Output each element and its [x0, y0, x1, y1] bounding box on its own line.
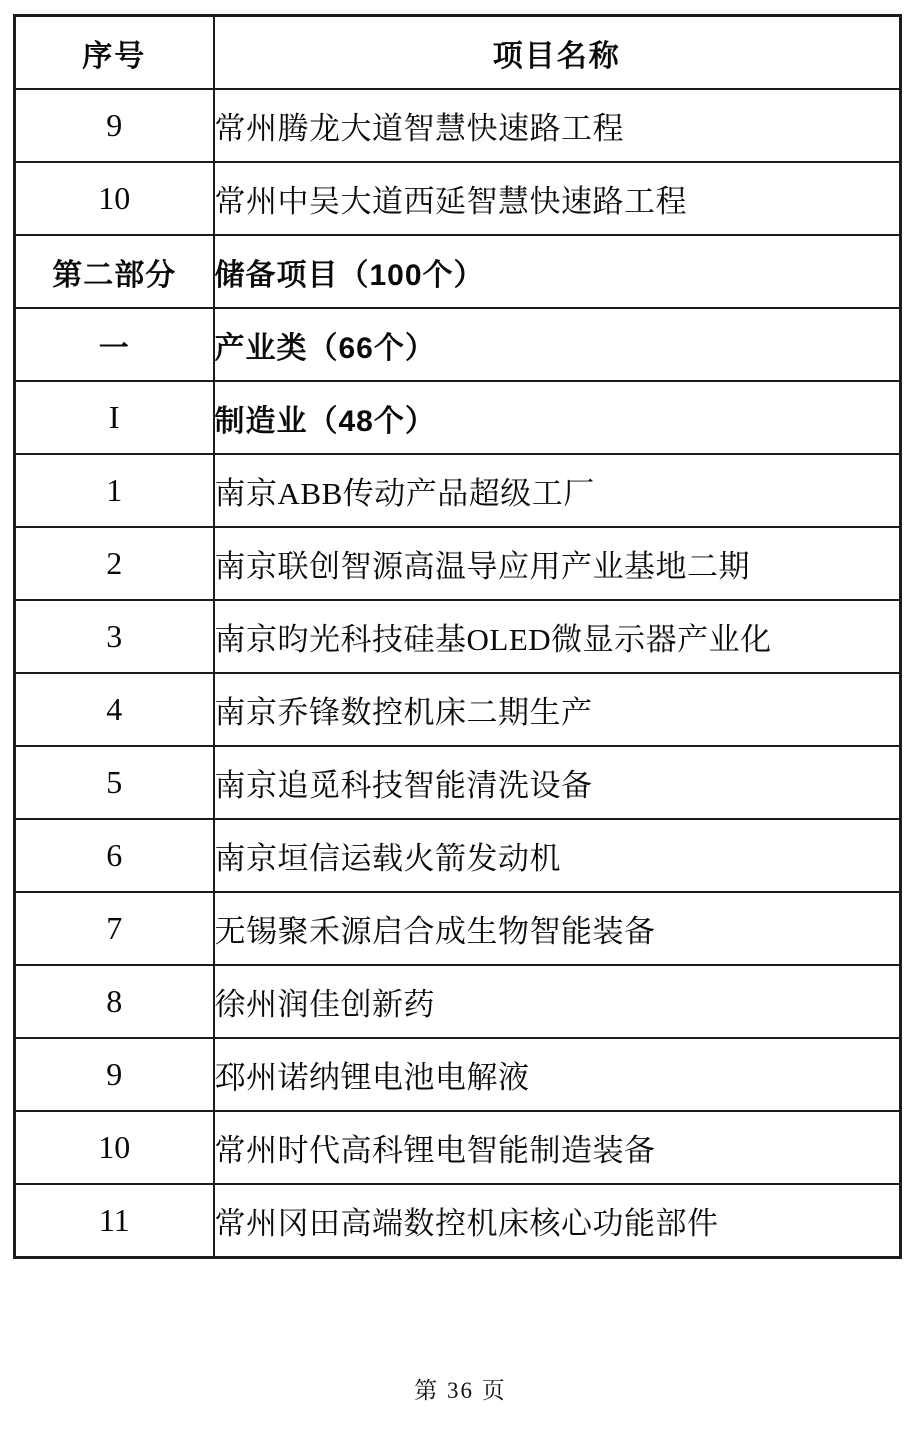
project-name-cell: 常州中吴大道西延智慧快速路工程 — [214, 162, 901, 235]
table-row — [15, 1111, 901, 1184]
serial-number-cell: 8 — [15, 965, 214, 1038]
project-name-cell: 常州冈田高端数控机床核心功能部件 — [214, 1184, 901, 1258]
project-name-cell: 南京追觅科技智能清洗设备 — [214, 746, 901, 819]
project-name-cell: 无锡聚禾源启合成生物智能装备 — [214, 892, 901, 965]
project-name-cell: 常州时代高科锂电智能制造装备 — [214, 1111, 901, 1184]
project-name-cell: 制造业（48个） — [214, 381, 901, 454]
serial-number-cell: 10 — [15, 162, 214, 235]
page-number: 第 36 页 — [414, 1378, 507, 1403]
table-header-row — [15, 16, 901, 90]
serial-number-cell: 4 — [15, 673, 214, 746]
table-row — [15, 746, 901, 819]
serial-number-cell: 7 — [15, 892, 214, 965]
project-name-cell: 徐州润佳创新药 — [214, 965, 901, 1038]
table-row — [15, 381, 901, 454]
table-row — [15, 673, 901, 746]
project-name-cell: 产业类（66个） — [214, 308, 901, 381]
table-row — [15, 1184, 901, 1258]
column-header-serial-number: 序号 — [15, 16, 214, 90]
serial-number-cell: 11 — [15, 1184, 214, 1258]
project-name-cell: 常州腾龙大道智慧快速路工程 — [214, 89, 901, 162]
project-name-cell: 南京乔锋数控机床二期生产 — [214, 673, 901, 746]
serial-number-cell: 10 — [15, 1111, 214, 1184]
serial-number-cell: 第二部分 — [15, 235, 214, 308]
serial-number-cell: 2 — [15, 527, 214, 600]
table-row — [15, 600, 901, 673]
column-header-project-name: 项目名称 — [214, 16, 901, 90]
table-row — [15, 965, 901, 1038]
table-row — [15, 1038, 901, 1111]
serial-number-cell: 1 — [15, 454, 214, 527]
project-name-cell: 南京联创智源高温导应用产业基地二期 — [214, 527, 901, 600]
serial-number-cell: 3 — [15, 600, 214, 673]
table-row — [15, 235, 901, 308]
serial-number-cell: 一 — [15, 308, 214, 381]
table-row — [15, 308, 901, 381]
table-row — [15, 527, 901, 600]
serial-number-cell: 6 — [15, 819, 214, 892]
table-row — [15, 819, 901, 892]
project-name-cell: 南京昀光科技硅基OLED微显示器产业化 — [214, 600, 901, 673]
table-row — [15, 454, 901, 527]
serial-number-cell: I — [15, 381, 214, 454]
serial-number-cell: 5 — [15, 746, 214, 819]
project-name-cell: 南京垣信运载火箭发动机 — [214, 819, 901, 892]
project-table — [13, 14, 902, 1259]
table-body — [15, 89, 901, 1258]
serial-number-cell: 9 — [15, 1038, 214, 1111]
table-row — [15, 162, 901, 235]
table-row — [15, 892, 901, 965]
table-row — [15, 89, 901, 162]
project-name-cell: 邳州诺纳锂电池电解液 — [214, 1038, 901, 1111]
project-name-cell: 储备项目（100个） — [214, 235, 901, 308]
serial-number-cell: 9 — [15, 89, 214, 162]
project-name-cell: 南京ABB传动产品超级工厂 — [214, 454, 901, 527]
